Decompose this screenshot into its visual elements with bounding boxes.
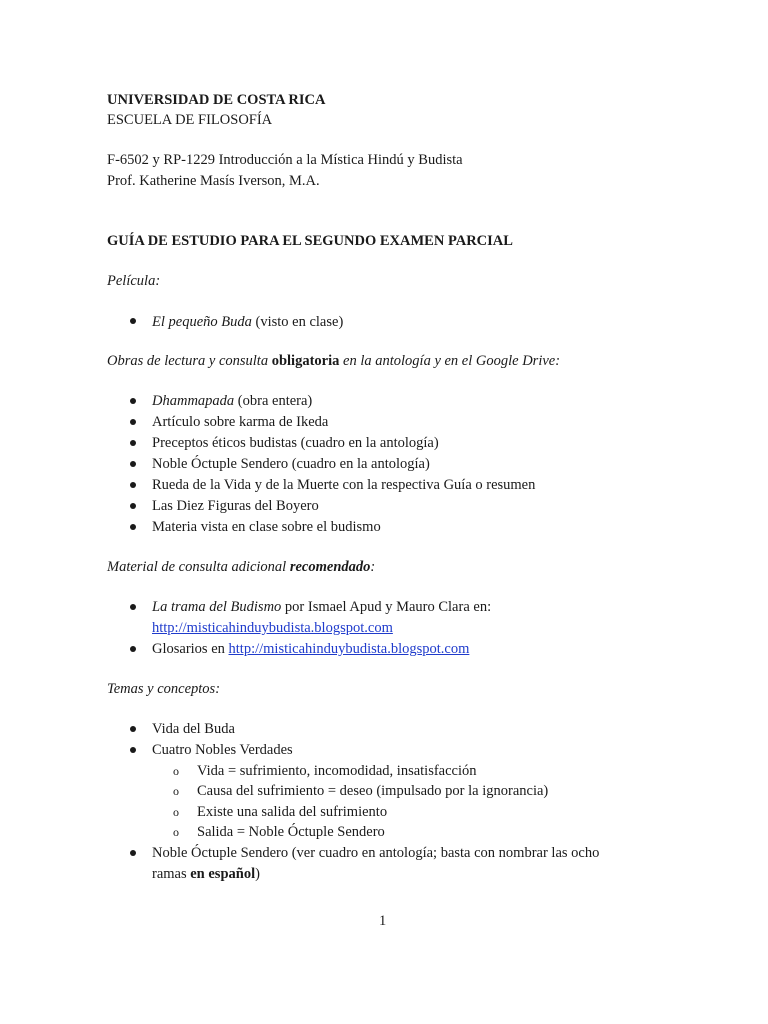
professor-name: Prof. Katherine Masís Iverson, M.A. — [107, 173, 320, 189]
ramas-close: ) — [255, 866, 260, 882]
course-title: F-6502 y RP-1229 Introducción a la Mística Hindú y Budista — [107, 152, 463, 168]
material-heading — [107, 558, 375, 576]
university-name: UNIVERSIDAD DE COSTA RICA — [107, 92, 326, 108]
obras-heading-bold: obligatoria — [271, 353, 340, 369]
blog-link[interactable]: http://misticahinduybudista.blogspot.com — [152, 620, 393, 636]
list-item: Las Diez Figuras del Boyero — [152, 498, 319, 514]
list-item-continuation — [152, 619, 393, 637]
bullet-icon — [130, 440, 136, 446]
circle-bullet-icon: o — [173, 805, 179, 819]
circle-bullet-icon: o — [173, 825, 179, 839]
list-item — [152, 598, 491, 616]
obras-heading-pre: Obras de lectura y consulta — [107, 353, 272, 369]
bullet-icon — [130, 398, 136, 404]
list-item: Cuatro Nobles Verdades — [152, 742, 293, 758]
list-item-continuation — [152, 865, 260, 883]
list-item: Materia vista en clase sobre el budismo — [152, 519, 381, 535]
book-title: La trama del Budismo — [152, 599, 282, 615]
list-item: Rueda de la Vida y de la Muerte con la respectiva Guía o resumen — [152, 477, 536, 493]
dhammapada-title: Dhammapada — [152, 393, 235, 409]
obras-heading — [107, 352, 560, 370]
bullet-icon — [130, 646, 136, 652]
bullet-icon — [130, 604, 136, 610]
glossary-link[interactable]: http://misticahinduybudista.blogspot.com — [228, 641, 470, 657]
movie-note: (visto en clase) — [251, 314, 344, 330]
material-heading-bold: recomendado — [289, 559, 371, 575]
list-item — [152, 640, 469, 658]
ramas-text: ramas — [152, 866, 191, 882]
pelicula-heading: Película: — [107, 273, 161, 289]
list-item — [152, 392, 312, 410]
ramas-bold: en español — [190, 866, 256, 882]
glossary-text: Glosarios en — [152, 641, 229, 657]
bullet-icon — [130, 524, 136, 530]
bullet-icon — [130, 726, 136, 732]
school-name: ESCUELA DE FILOSOFÍA — [107, 112, 273, 128]
list-item: Noble Óctuple Sendero (ver cuadro en antología; basta con nombrar las ocho — [152, 845, 600, 861]
bullet-icon — [130, 747, 136, 753]
bullet-icon — [130, 850, 136, 856]
sub-list-item: Causa del sufrimiento = deseo (impulsado por la ignorancia) — [197, 783, 549, 799]
page-number: 1 — [379, 913, 387, 929]
sub-list-item: Existe una salida del sufrimiento — [197, 804, 388, 820]
dhammapada-note: (obra entera) — [234, 393, 313, 409]
obras-heading-post: en la antología y en el Google Drive: — [339, 353, 561, 369]
sub-list-item: Salida = Noble Óctuple Sendero — [197, 824, 385, 840]
list-item: Preceptos éticos budistas (cuadro en la antología) — [152, 435, 439, 451]
circle-bullet-icon: o — [173, 784, 179, 798]
bullet-icon — [130, 482, 136, 488]
sub-list-item: Vida = sufrimiento, incomodidad, insatisfacción — [197, 763, 477, 779]
circle-bullet-icon: o — [173, 764, 179, 778]
list-item: Artículo sobre karma de Ikeda — [152, 414, 329, 430]
temas-heading: Temas y conceptos: — [107, 681, 221, 697]
material-heading-pre: Material de consulta adicional — [107, 559, 290, 575]
list-item: Noble Óctuple Sendero (cuadro en la antología) — [152, 456, 430, 472]
bullet-icon — [130, 503, 136, 509]
bullet-icon — [130, 318, 136, 324]
book-authors: por Ismael Apud y Mauro Clara en: — [281, 599, 492, 615]
list-item: Vida del Buda — [152, 721, 235, 737]
page-title: GUÍA DE ESTUDIO PARA EL SEGUNDO EXAMEN PARCIAL — [107, 233, 513, 249]
bullet-icon — [130, 419, 136, 425]
list-item — [152, 313, 343, 331]
bullet-icon — [130, 461, 136, 467]
material-heading-post: : — [370, 559, 376, 575]
movie-title: El pequeño Buda — [152, 314, 252, 330]
